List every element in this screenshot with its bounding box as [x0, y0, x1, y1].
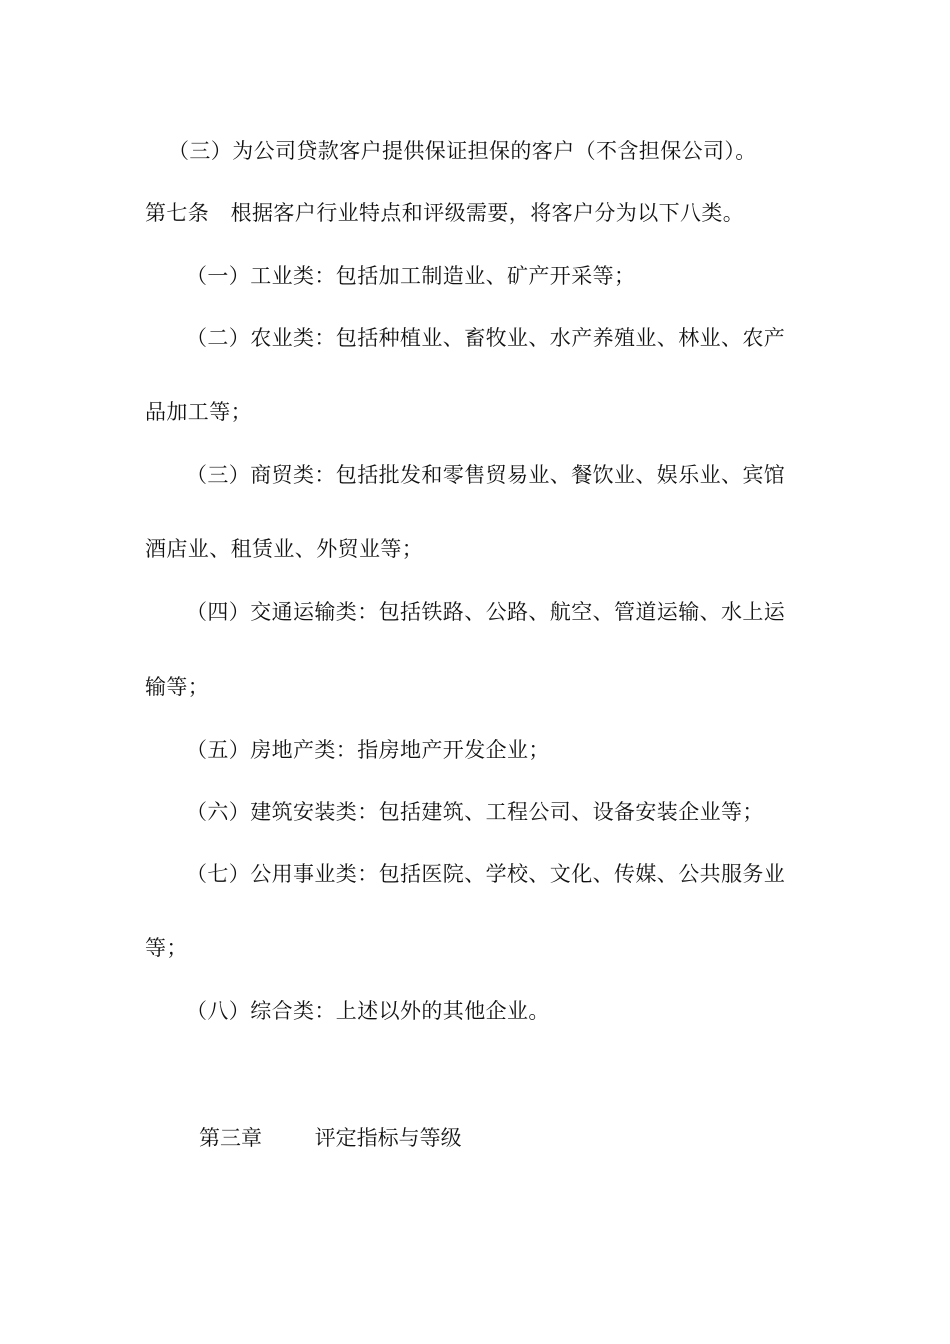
chapter-number: 第三章	[199, 1126, 262, 1150]
paragraph-guarantor-clients: （三）为公司贷款客户提供保证担保的客户（不含担保公司）。	[168, 139, 757, 163]
category-public-utilities: （七）公用事业类：包括医院、学校、文化、传媒、公共服务业	[186, 862, 786, 886]
category-construction: （六）建筑安装类：包括建筑、工程公司、设备安装企业等；	[186, 800, 764, 824]
category-transport: （四）交通运输类：包括铁路、公路、航空、管道运输、水上运	[186, 600, 786, 624]
chapter-heading	[199, 1124, 462, 1152]
category-commerce: （三）商贸类：包括批发和零售贸易业、餐饮业、娱乐业、宾馆	[186, 463, 786, 487]
category-agriculture-cont: 品加工等；	[145, 400, 252, 424]
category-real-estate: （五）房地产类：指房地产开发企业；	[186, 738, 550, 762]
category-comprehensive: （八）综合类：上述以外的其他企业。	[186, 999, 550, 1023]
category-industrial: （一）工业类：包括加工制造业、矿产开采等；	[186, 264, 636, 288]
chapter-title: 评定指标与等级	[314, 1126, 462, 1150]
category-commerce-cont: 酒店业、租赁业、外贸业等；	[145, 537, 424, 561]
category-public-utilities-cont: 等；	[145, 936, 188, 960]
category-transport-cont: 输等；	[145, 675, 210, 699]
article-seven-heading: 第七条 根据客户行业特点和评级需要，将客户分为以下八类。	[145, 201, 745, 225]
category-agriculture: （二）农业类：包括种植业、畜牧业、水产养殖业、林业、农产	[186, 326, 786, 350]
